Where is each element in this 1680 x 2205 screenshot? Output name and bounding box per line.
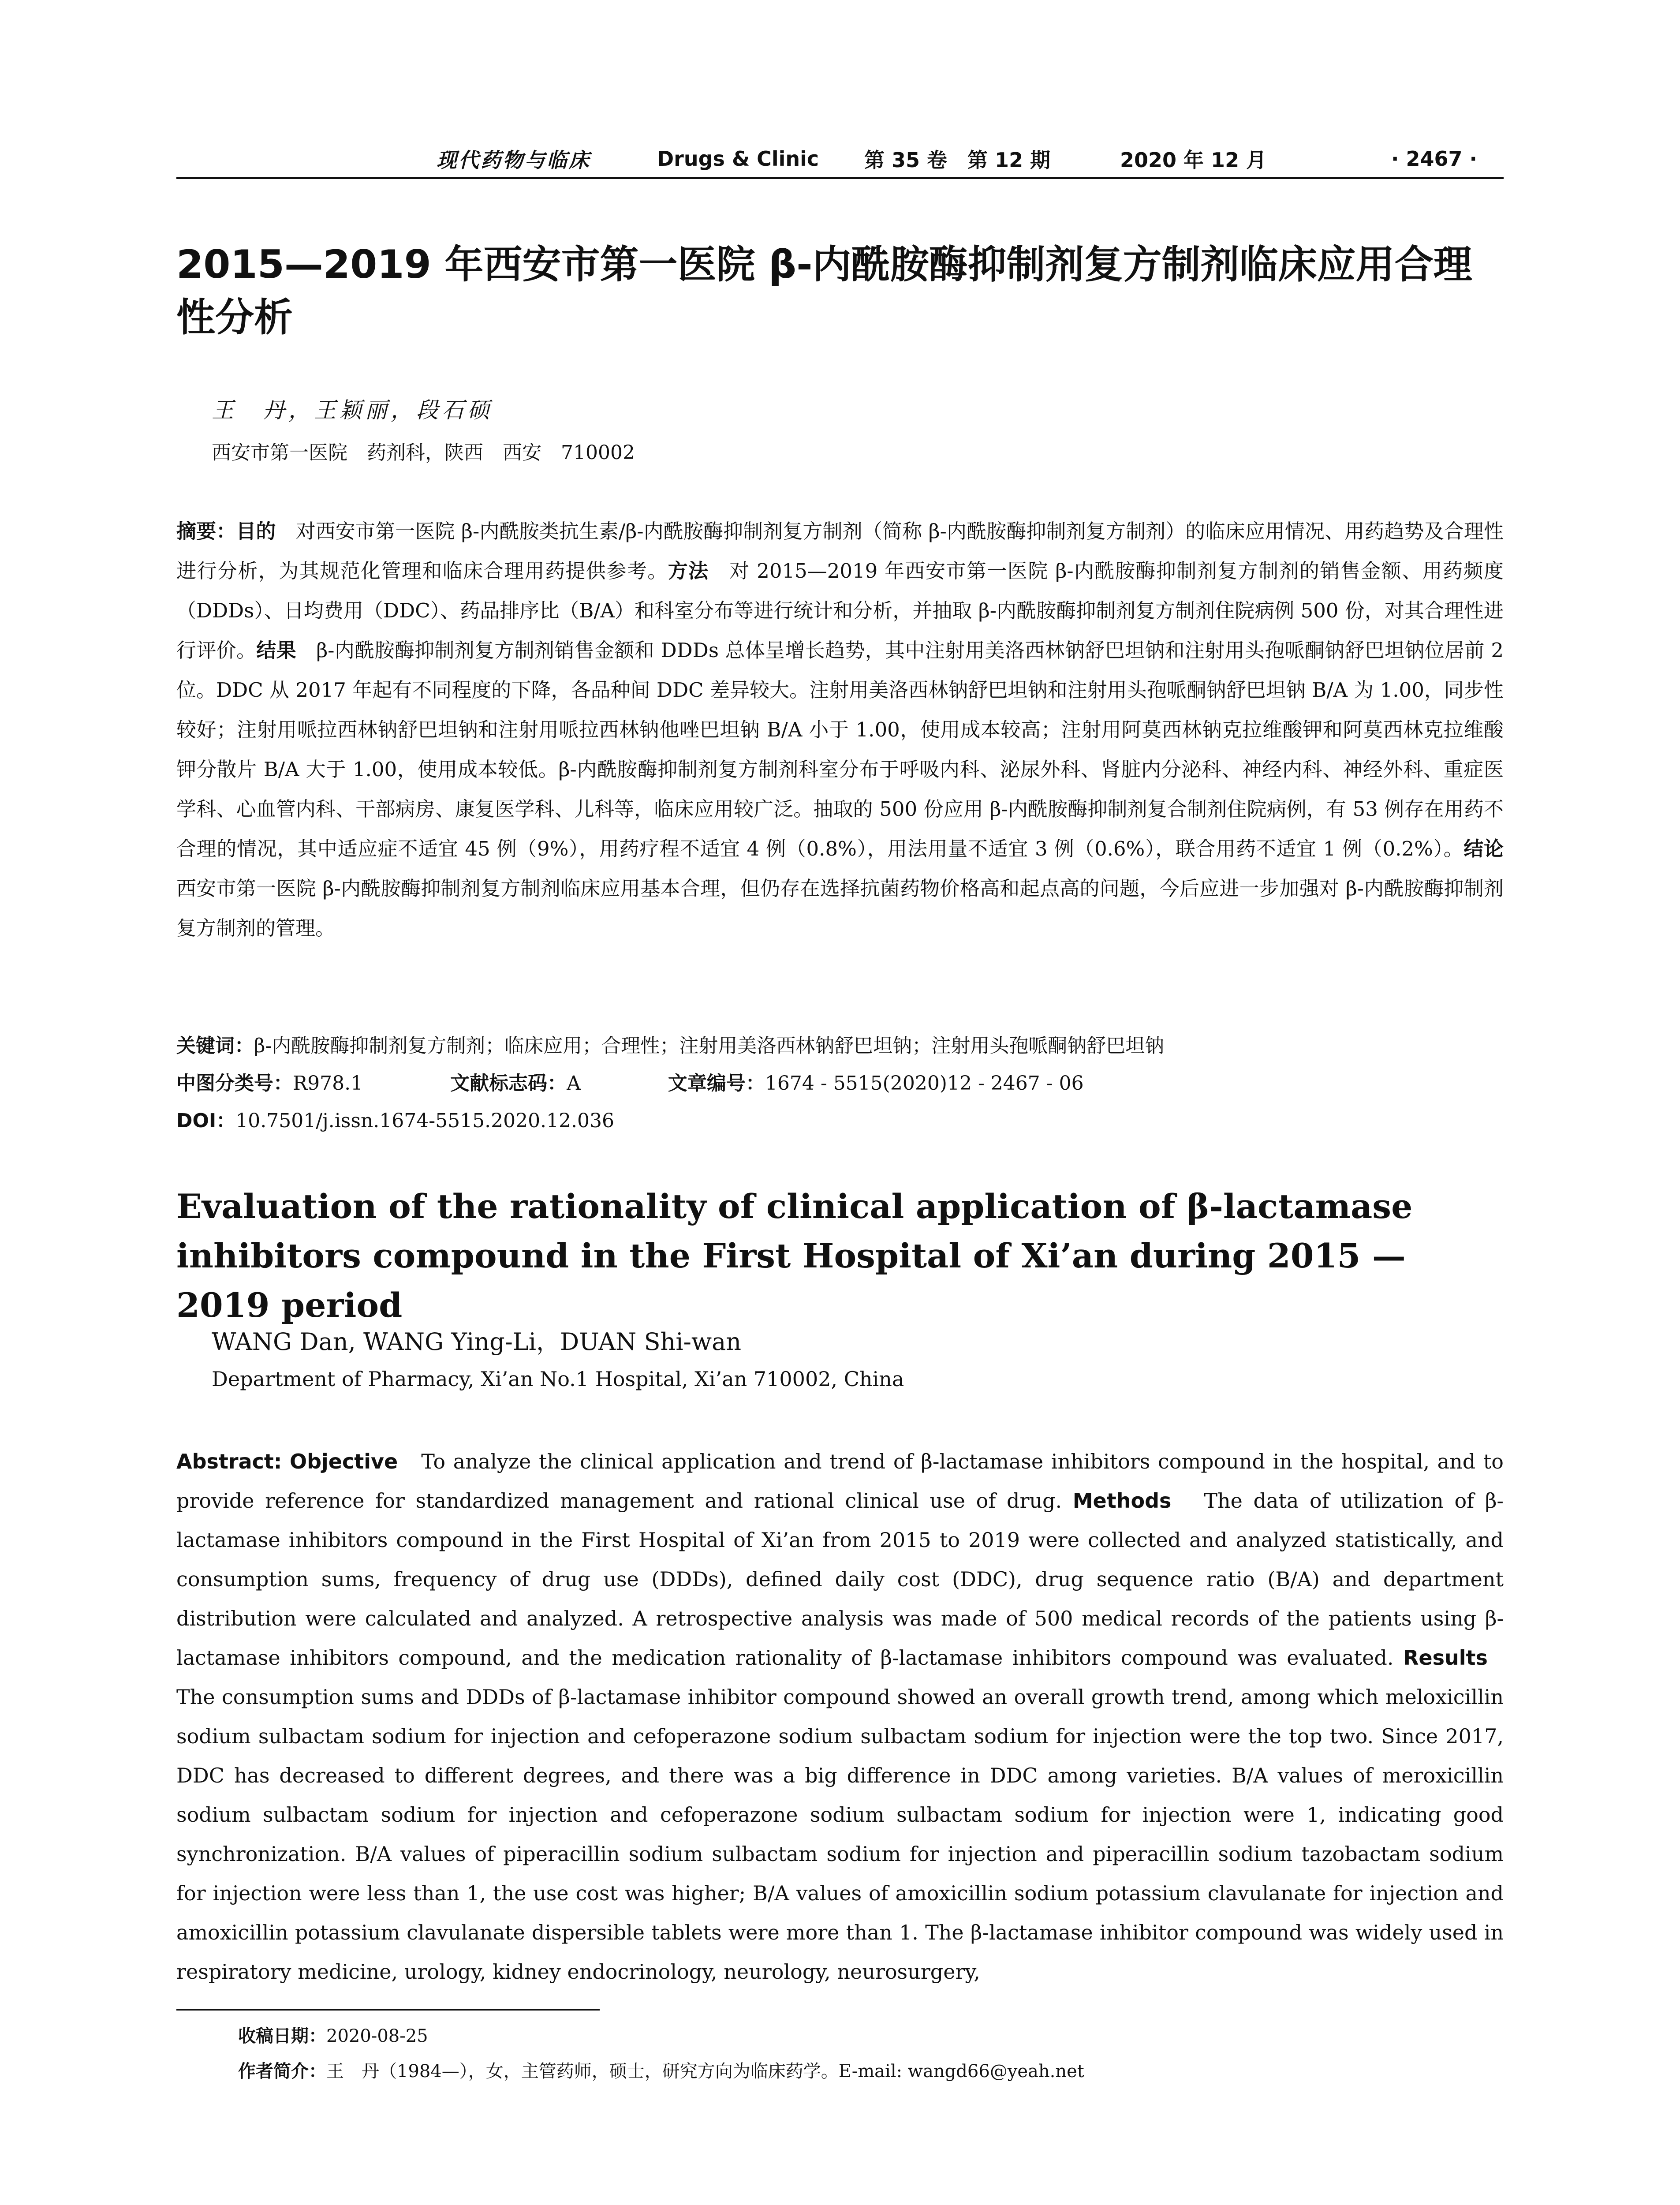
affiliation-en: Department of Pharmacy, Xi’an No.1 Hospital, Xi’an 710002, China	[212, 1367, 904, 1391]
issue-date: 2020 年 12 月	[1120, 148, 1267, 172]
bio-label: 作者简介：	[238, 2061, 326, 2082]
classification	[176, 1067, 1504, 1095]
authors-cn: 王 丹，王颖丽，段石硕	[212, 397, 493, 423]
methods-cn-text: 对 2015—2019 年西安市第一医院 β-内酰胺酶抑制剂复方制剂的销售金额、用药频度（DDDs）、日均费用（DDC）、药品排序比（B/A）和科室分布等进行统计和分析，并抽取 β-内酰胺酶抑制剂复方制剂住院病例 500 份，对其合理性进行评价。	[176, 559, 1504, 662]
title-cn: 2015—2019 年西安市第一医院 β-内酰胺酶抑制剂复方制剂临床应用合理性分析	[176, 242, 1472, 340]
keywords	[176, 1030, 1504, 1058]
abstract-en	[176, 1442, 1504, 1992]
methods-en-text: The data of utilization of β-lactamase inhibitors compound in the First Hospital of Xi’an from 2015 to 2019 were collected and analyzed statistically, and consumption sums, frequency of drug use (DDDs), defined daily cost (DDC), drug sequence ratio (B/A) and department distribution were calculated and analyzed. A retrospective analysis was made of 500 medical records of the patients using β-lactamase inhibitors compound, and the medication rationality of β-lactamase inhibitors compound was evaluated.	[176, 1489, 1504, 1670]
results-en-text: The consumption sums and DDDs of β-lactamase inhibitor compound showed an overall growth trend, among which meloxicillin sodium sulbactam sodium for injection and cefoperazone sodium sulbactam sodium for injection were the top two. Since 2017, DDC has decreased to different degrees, and there was a big difference in DDC among varieties. B/A values of meroxicillin sodium sulbactam sodium for injection and cefoperazone sodium sulbactam sodium for injection were 1, indicating good synchronization. B/A values of piperacillin sodium sulbactam sodium for injection and piperacillin sodium tazobactam sodium for injection were less than 1, the use cost was higher; B/A values of amoxicillin sodium potassium clavulanate for injection and amoxicillin potassium clavulanate dispersible tablets were more than 1. The β-lactamase inhibitor compound was widely used in respiratory medicine, urology, kidney endocrinology, neurology, neurosurgery,	[176, 1685, 1504, 1984]
objective-en-label: Objective	[289, 1450, 398, 1473]
objective-cn-label: 目的	[236, 519, 276, 543]
running-header	[176, 141, 1504, 176]
bio-text: 王 丹（1984—），女，主管药师，硕士，研究方向为临床药学。E-mail: wangd66@yeah.net	[326, 2061, 1084, 2082]
authors-en: WANG Dan, WANG Ying-Li，DUAN Shi-wan	[212, 1328, 742, 1356]
abstract-en-label: Abstract:	[176, 1450, 282, 1473]
header-rule	[176, 177, 1504, 179]
clc-value: R978.1	[293, 1072, 363, 1095]
conclusion-cn-text: 西安市第一医院 β-内酰胺酶抑制剂复方制剂临床应用基本合理，但仍存在选择抗菌药物价格高和起点高的问题，今后应进一步加强对 β-内酰胺酶抑制剂复方制剂的管理。	[176, 877, 1504, 940]
keywords-label: 关键词：	[176, 1035, 254, 1057]
results-cn-label: 结果	[256, 639, 296, 662]
received-date: 2020-08-25	[326, 2026, 428, 2046]
conclusion-cn-label: 结论	[1463, 837, 1504, 860]
article-id-label: 文章编号：	[668, 1072, 765, 1095]
affiliation-cn: 西安市第一医院 药剂科，陕西 西安 710002	[212, 441, 635, 464]
article-id-value: 1674 - 5515(2020)12 - 2467 - 06	[765, 1072, 1084, 1095]
volume-issue: 第 35 卷 第 12 期	[864, 148, 1051, 172]
journal-name-cn: 现代药物与临床	[437, 148, 591, 172]
objective-en-text: To analyze the clinical application and trend of β-lactamase inhibitors compound in the hospital, and to provide reference for standardized management and rational clinical use of drug.	[176, 1450, 1504, 1513]
abstract-cn-label: 摘要：	[176, 519, 236, 543]
journal-name-en: Drugs & Clinic	[657, 147, 819, 171]
footnote-received	[238, 2022, 428, 2047]
methods-en-label: Methods	[1072, 1489, 1172, 1513]
received-label: 收稿日期：	[238, 2026, 326, 2046]
results-en-label: Results	[1403, 1646, 1488, 1670]
title-en: Evaluation of the rationality of clinical application of β-lactamase inhibitors compound in the First Hospital of Xi’an during 2015 — 2019 period	[176, 1187, 1413, 1325]
keywords-text: β-内酰胺酶抑制剂复方制剂；临床应用；合理性；注射用美洛西林钠舒巴坦钠；注射用头孢哌酮钠舒巴坦钠	[254, 1035, 1165, 1057]
doc-code-label: 文献标志码：	[450, 1072, 567, 1095]
objective-cn-text: 对西安市第一医院 β-内酰胺类抗生素/β-内酰胺酶抑制剂复方制剂（简称 β-内酰胺酶抑制剂复方制剂）的临床应用情况、用药趋势及合理性进行分析，为其规范化管理和临床合理用药提供参考。	[176, 519, 1504, 583]
doi-value[interactable]: 10.7501/j.issn.1674-5515.2020.12.036	[235, 1110, 614, 1132]
doi	[176, 1105, 1504, 1133]
doc-code-value: A	[567, 1072, 581, 1095]
doi-label: DOI：	[176, 1110, 236, 1132]
footnote-author-bio	[238, 2057, 1084, 2082]
footnote-rule	[176, 2009, 600, 2011]
page-number: · 2467 ·	[1391, 147, 1477, 171]
methods-cn-label: 方法	[668, 559, 709, 583]
results-cn-text: β-内酰胺酶抑制剂复方制剂销售金额和 DDDs 总体呈增长趋势，其中注射用美洛西林钠舒巴坦钠和注射用头孢哌酮钠舒巴坦钠位居前 2 位。DDC 从 2017 年起有不同程度的下降，各品种间 DDC 差异较大。注射用美洛西林钠舒巴坦钠和注射用头孢哌酮钠舒巴坦钠 B/A 为 1.00，同步性较好；注射用哌拉西林钠舒巴坦钠和注射用哌拉西林钠他唑巴坦钠 B/A 小于 1.00，使用成本较高；注射用阿莫西林钠克拉维酸钾和阿莫西林克拉维酸钾分散片 B/A 大于 1.00，使用成本较低。β-内酰胺酶抑制剂复方制剂科室分布于呼吸内科、泌尿外科、肾脏内分泌科、神经内科、神经外科、重症医学科、心血管内科、干部病房、康复医学科、儿科等，临床应用较广泛。抽取的 500 份应用 β-内酰胺酶抑制剂复合制剂住院病例，有 53 例存在用药不合理的情况，其中适应症不适宜 45 例（9%），用药疗程不适宜 4 例（0.8%），用法用量不适宜 3 例（0.6%），联合用药不适宜 1 例（0.2%）。	[176, 639, 1504, 860]
abstract-cn	[176, 512, 1504, 948]
clc-label: 中图分类号：	[176, 1072, 293, 1095]
